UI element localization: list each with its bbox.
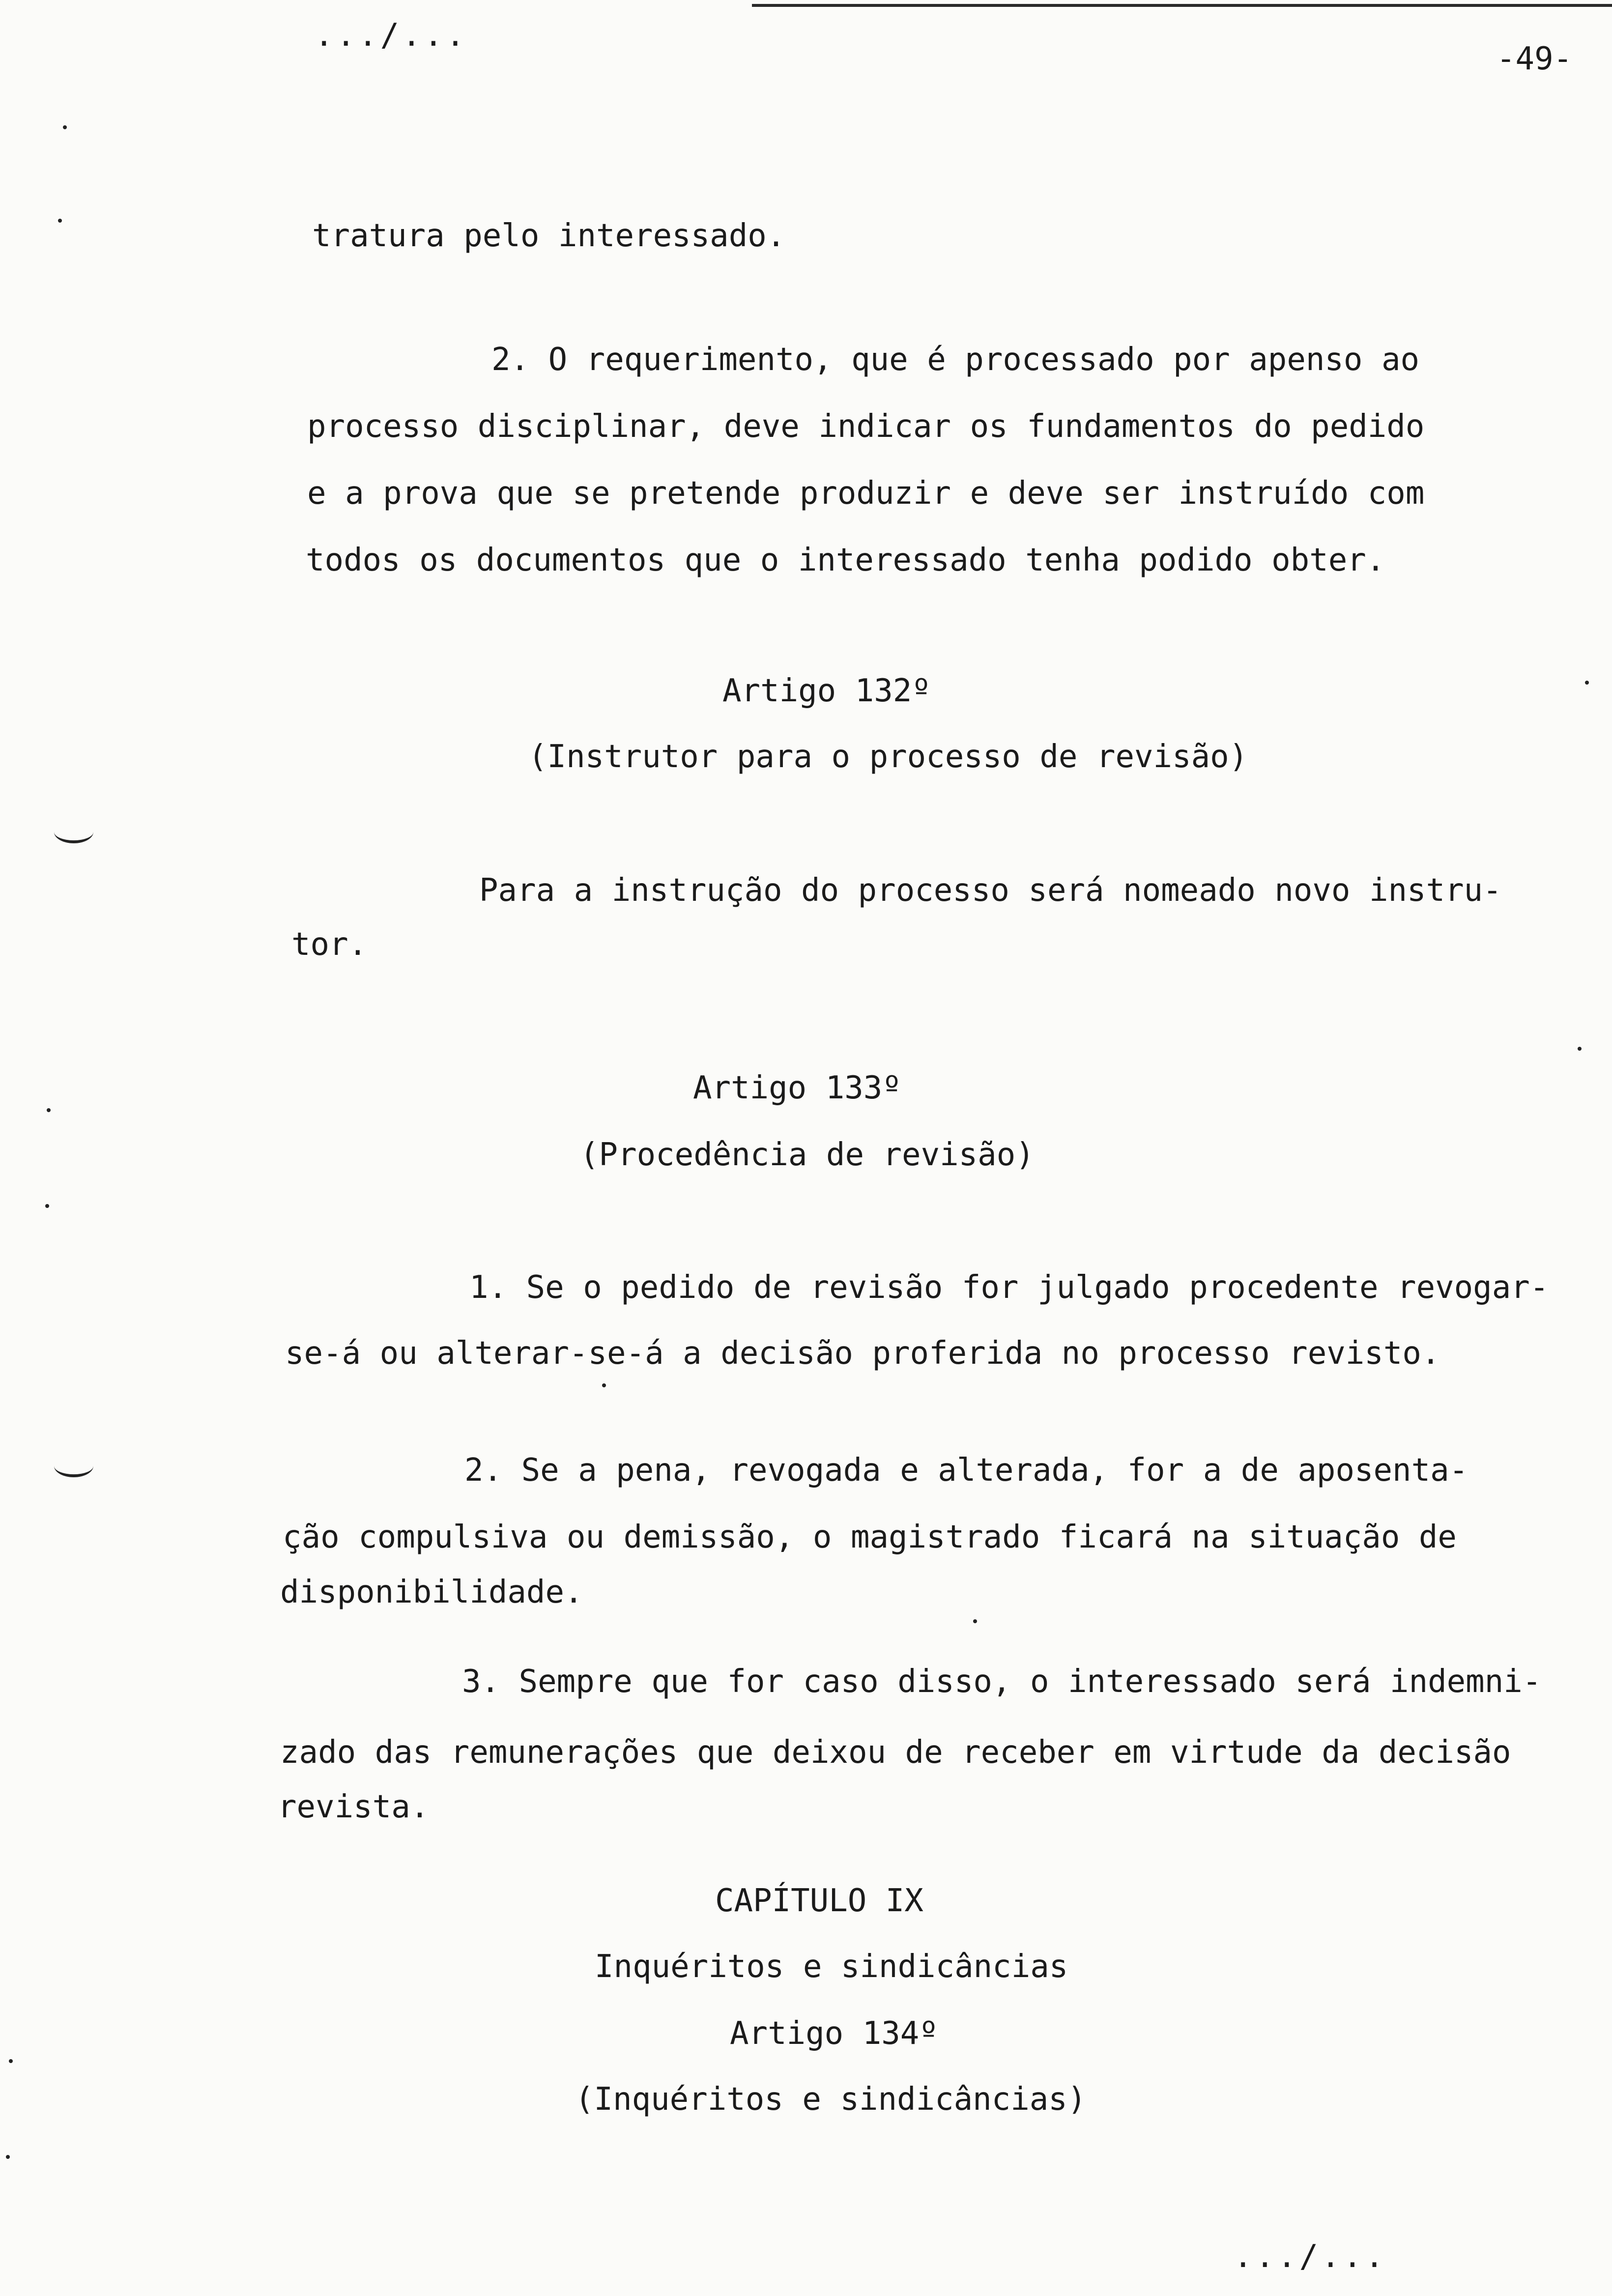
paragraph-line: tratura pelo interessado. [312, 218, 786, 254]
article-subtitle: (Procedência de revisão) [580, 1137, 1035, 1173]
paragraph-line: 1. Se o pedido de revisão for julgado procedente revogar- [469, 1269, 1549, 1306]
punch-mark [54, 821, 93, 843]
continuation-marker-bottom: .../... [1234, 2239, 1387, 2275]
article-title: Artigo 132º [722, 673, 931, 709]
article-title: Artigo 134º [730, 2015, 938, 2052]
scan-speck [45, 1204, 49, 1208]
paragraph-line: se-á ou alterar-se-á a decisão proferida no processo revisto. [285, 1335, 1440, 1372]
paragraph-line: todos os documentos que o interessado tenha podido obter. [306, 542, 1385, 578]
paragraph-line: revista. [278, 1789, 430, 1825]
chapter-subtitle: Inquéritos e sindicâncias [595, 1949, 1068, 1985]
scan-speck [1585, 681, 1589, 685]
paragraph-line: processo disciplinar, deve indicar os fundamentos do pedido [307, 408, 1425, 445]
continuation-marker-top: .../... [315, 17, 468, 54]
top-rule [752, 4, 1612, 7]
paragraph-line: zado das remunerações que deixou de receber em virtude da decisão [280, 1734, 1511, 1771]
paragraph-line: ção compulsiva ou demissão, o magistrado ficará na situação de [283, 1519, 1457, 1555]
scan-speck [47, 1108, 51, 1112]
article-subtitle: (Instrutor para o processo de revisão) [528, 739, 1248, 775]
paragraph-line: disponibilidade. [280, 1574, 583, 1610]
scan-speck [63, 125, 67, 129]
paragraph-line: Para a instrução do processo será nomeado novo instru- [479, 872, 1502, 909]
page-number: -49- [1497, 41, 1573, 77]
paragraph-line: 2. O requerimento, que é processado por apenso ao [491, 342, 1420, 378]
article-subtitle: (Inquéritos e sindicâncias) [575, 2081, 1087, 2118]
scan-speck [973, 1619, 977, 1623]
punch-mark [54, 1455, 93, 1477]
scan-speck [602, 1383, 606, 1387]
paragraph-line: tor. [291, 926, 368, 963]
scan-speck [1578, 1047, 1582, 1051]
paragraph-line: 2. Se a pena, revogada e alterada, for a de aposenta- [464, 1452, 1468, 1489]
scan-speck [58, 219, 62, 223]
article-title: Artigo 133º [693, 1070, 901, 1106]
paragraph-line: 3. Sempre que for caso disso, o interessado será indemni- [462, 1664, 1542, 1700]
paragraph-line: e a prova que se pretende produzir e deve ser instruído com [307, 475, 1425, 512]
scan-speck [6, 2155, 10, 2159]
scan-speck [9, 2059, 13, 2063]
chapter-title: CAPÍTULO IX [715, 1883, 923, 1919]
